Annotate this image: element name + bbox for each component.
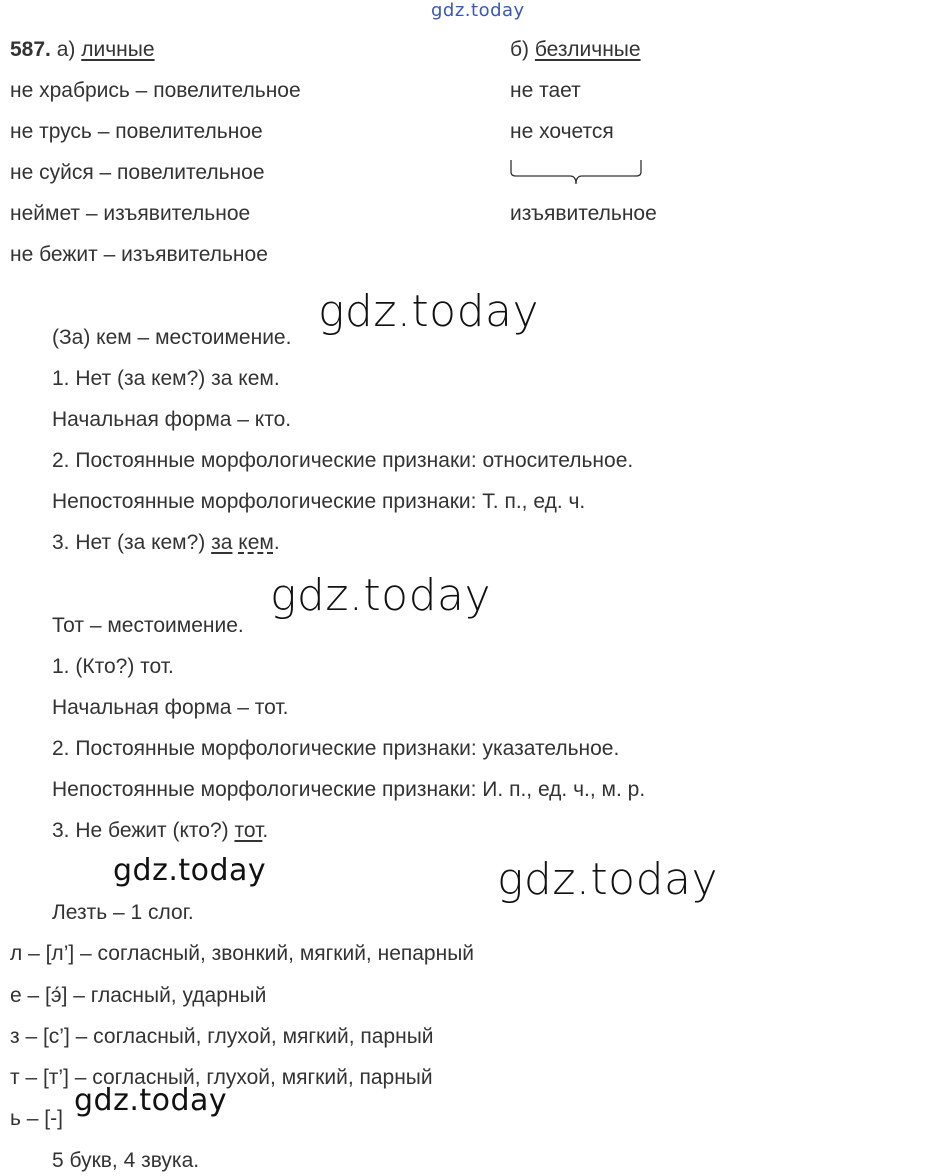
watermark: gdz.today [318,286,540,337]
parse2-l6-under: тот [234,819,263,842]
parse1-line [52,532,280,553]
watermark: gdz.today [74,1083,228,1118]
parse1-l6-end: . [273,531,280,554]
col-a-line: не бежит – изъявительное [10,243,268,266]
watermark-top: gdz.today [431,0,525,21]
exercise-header-a [10,39,155,60]
parse1-line: Непостоянные морфологические признаки: Т. п., ед. ч. [52,490,586,513]
col-a-marker: а) [56,38,76,61]
phonetic-title: Лезть – 1 слог. [52,901,194,924]
parse1-line: (За) кем – местоимение. [52,326,292,349]
parse2-l6-pre: 3. Не бежит (кто?) [52,819,235,842]
col-a-title: личные [81,38,155,61]
col-a-line: не храбрись – повелительное [10,79,301,102]
curly-brace-icon [508,158,644,188]
col-b-marker: б) [510,38,530,61]
exercise-number: 587. [10,38,51,61]
watermark: gdz.today [497,854,719,905]
parse1-l6-under: за [211,531,233,554]
phonetic-line: з – [с’] – согласный, глухой, мягкий, парный [10,1025,434,1048]
col-b-mood: изъявительное [510,202,657,225]
parse2-line [52,820,268,841]
parse2-line: Тот – местоимение. [52,614,244,637]
parse2-l6-end: . [262,819,269,842]
phonetic-line: т – [т’] – согласный, глухой, мягкий, парный [10,1066,433,1089]
parse1-l6-under-dashed: кем [238,531,274,554]
col-b-line: не тает [510,79,581,102]
col-b-title: безличные [534,38,641,61]
col-a-line: не суйся – повелительное [10,161,265,184]
parse1-line: Начальная форма – кто. [52,408,292,431]
parse1-l6-pre: 3. Нет (за кем?) [52,531,212,554]
parse2-line: Начальная форма – тот. [52,696,289,719]
phonetic-line: ь – [-] [10,1107,63,1130]
parse1-line: 1. Нет (за кем?) за кем. [52,367,280,390]
parse2-line: Непостоянные морфологические признаки: И. п., ед. ч., м. р. [52,778,646,801]
phonetic-summary: 5 букв, 4 звука. [52,1149,200,1172]
parse2-line: 1. (Кто?) тот. [52,655,174,678]
parse1-line: 2. Постоянные морфологические признаки: относительное. [52,449,634,472]
col-a-line: неймет – изъявительное [10,202,251,225]
watermark: gdz.today [270,570,492,621]
phonetic-line: л – [л’] – согласный, звонкий, мягкий, непарный [10,942,475,965]
col-b-line: не хочется [510,120,614,143]
watermark: gdz.today [113,853,267,888]
exercise-header-b [510,39,641,60]
col-a-line: не трусь – повелительное [10,120,263,143]
parse2-line: 2. Постоянные морфологические признаки: указательное. [52,737,620,760]
phonetic-line: е – [э́] – гласный, ударный [10,984,267,1007]
